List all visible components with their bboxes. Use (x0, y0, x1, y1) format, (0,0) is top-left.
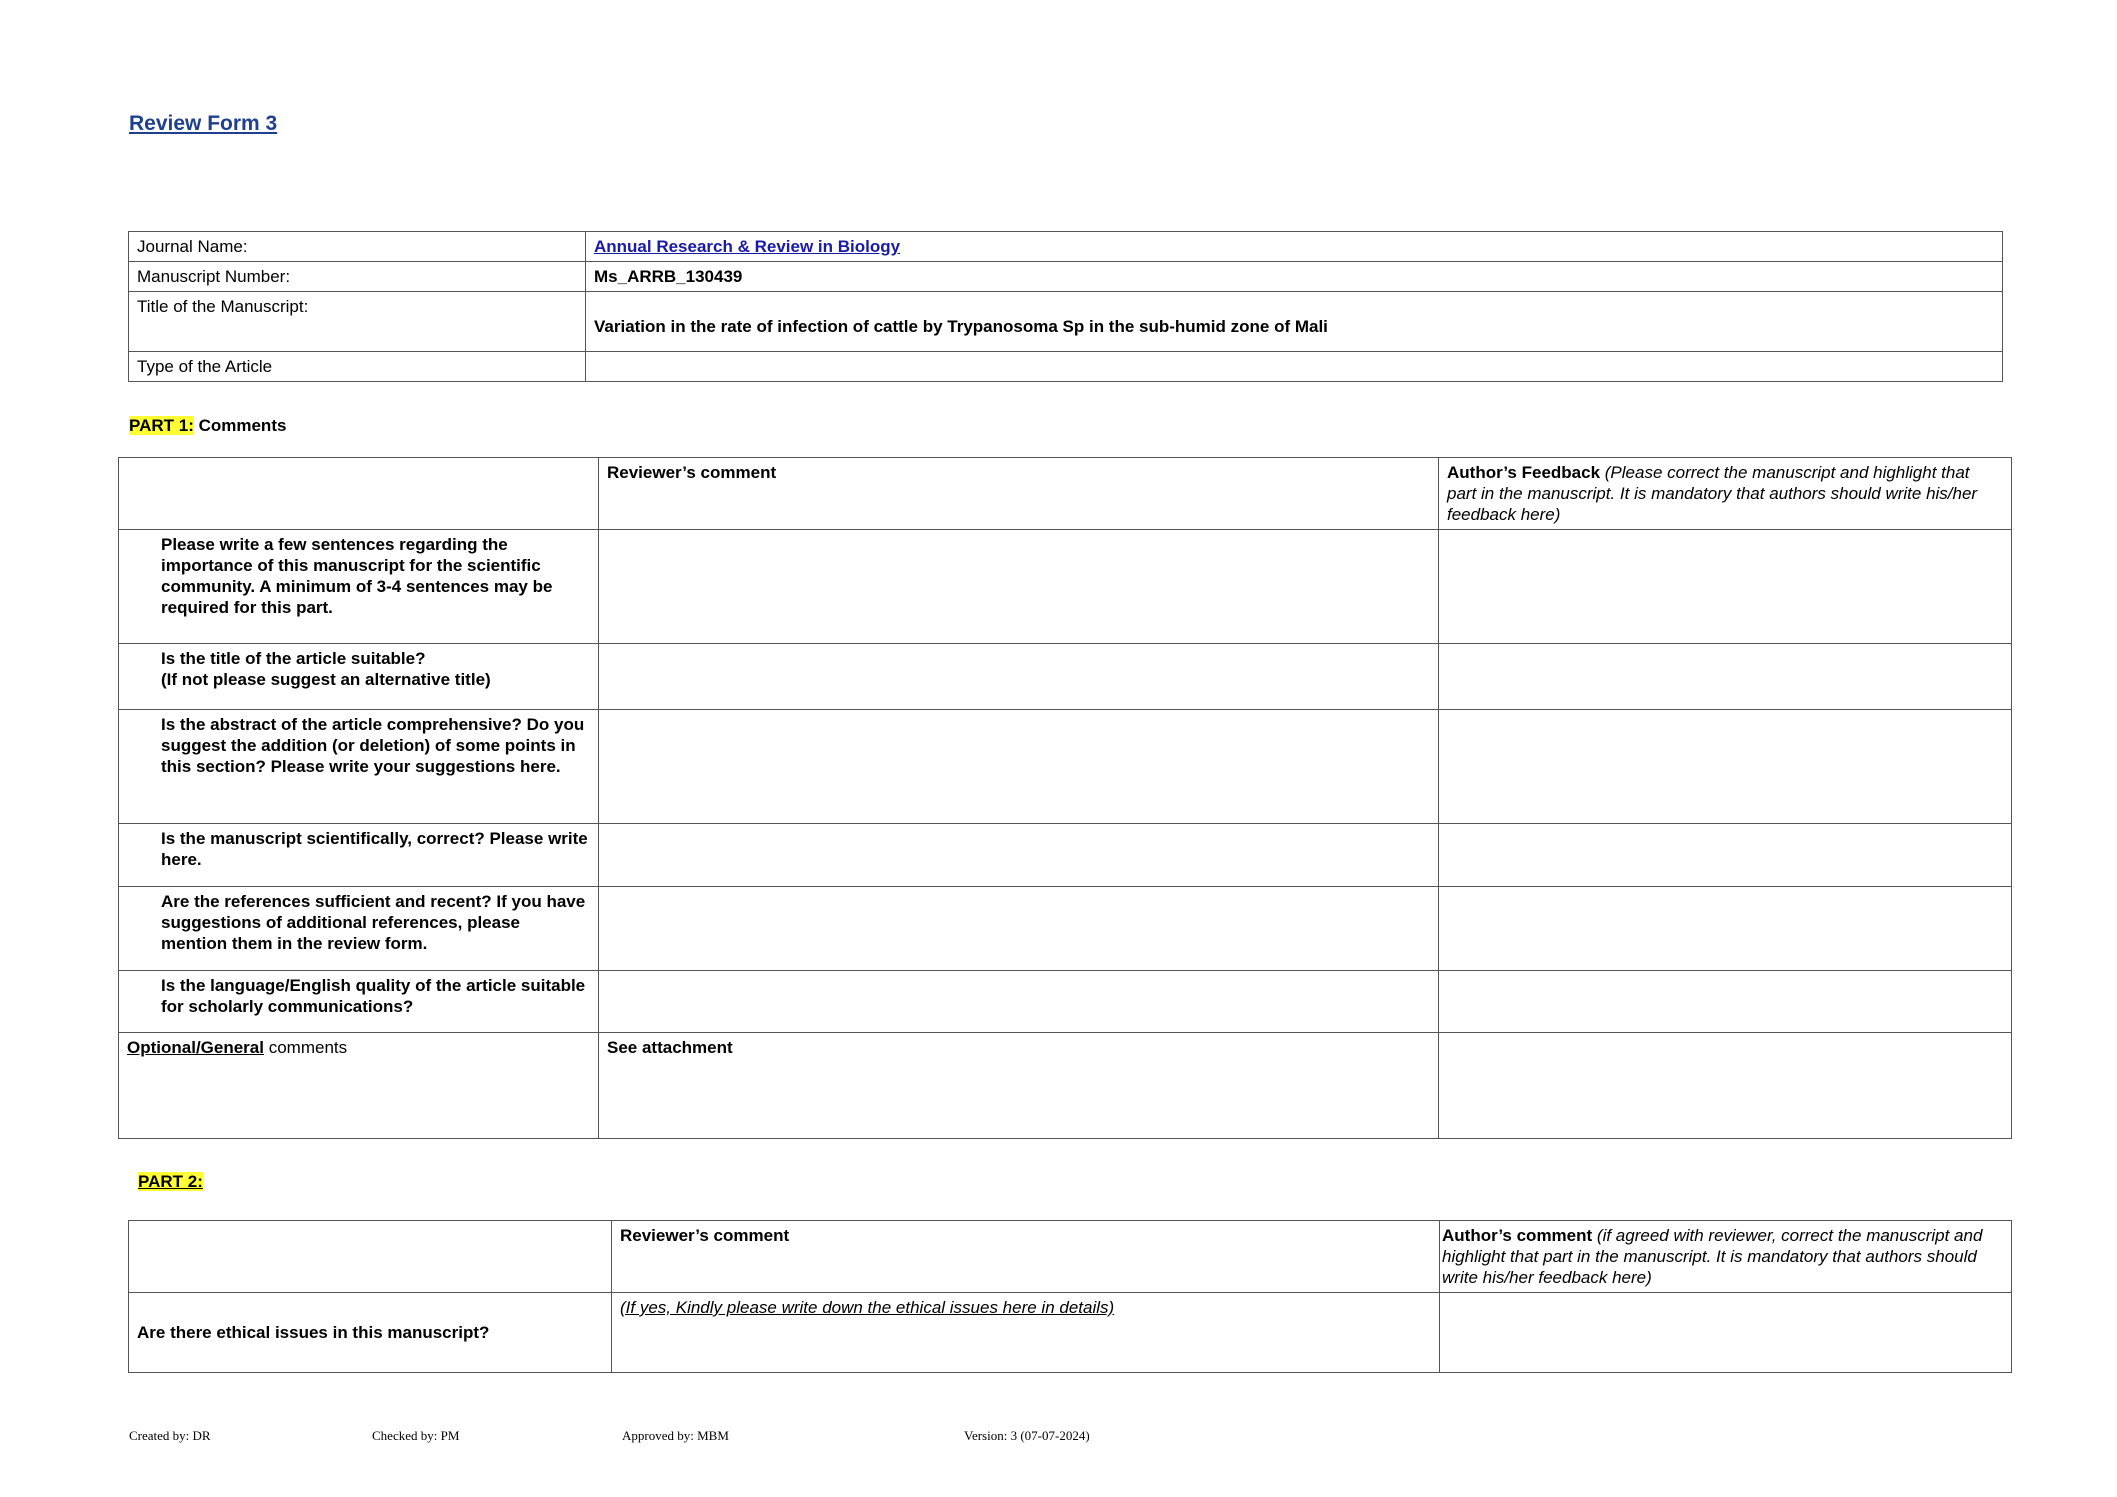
title-label: Title of the Manuscript: (129, 292, 586, 352)
reviewer-comment-cell[interactable] (599, 710, 1439, 824)
question-ethics: Are there ethical issues in this manuscript? (129, 1293, 612, 1373)
question-title: Is the title of the article suitable? (If not please suggest an alternative title) (119, 644, 599, 710)
part2-header-blank (129, 1221, 612, 1293)
type-value[interactable] (586, 352, 2003, 382)
ethics-reviewer-hint: (If yes, Kindly please write down the ethical issues here in details) (620, 1298, 1115, 1317)
author-feedback-cell[interactable] (1439, 644, 2012, 710)
manuscript-number-row (129, 262, 2003, 292)
journal-row (129, 232, 2003, 262)
part2-table (128, 1220, 2012, 1373)
title-row (129, 292, 2003, 352)
manuscript-number-label: Manuscript Number: (129, 262, 586, 292)
type-label: Type of the Article (129, 352, 586, 382)
optional-comments-row (119, 1033, 2012, 1139)
question-importance: Please write a few sentences regarding the importance of this manuscript for the scientific community. A minimum of 3-4 sentences may be required for this part. (119, 530, 599, 644)
author-feedback-cell[interactable] (1439, 824, 2012, 887)
footer-created: Created by: DR (129, 1428, 211, 1443)
table-row (119, 887, 2012, 971)
author-feedback-cell[interactable] (1439, 887, 2012, 971)
part1-author-header-note: (Please correct the manuscript and highlight that part in the manuscript. It is mandatory that authors should write his/her feedback here) (1447, 463, 1978, 524)
part1-label-suffix: Comments (193, 416, 287, 435)
author-feedback-cell[interactable] (1439, 971, 2012, 1033)
footer-checked: Checked by: PM (372, 1428, 460, 1443)
optional-author-feedback[interactable] (1439, 1033, 2012, 1139)
table-row (119, 710, 2012, 824)
part2-heading (138, 1172, 203, 1192)
optional-label-bold: Optional/General (127, 1038, 264, 1057)
part2-author-header (1440, 1221, 2012, 1293)
question-language: Is the language/English quality of the article suitable for scholarly communications? (119, 971, 599, 1033)
part1-header-blank (119, 458, 599, 530)
question-scientific: Is the manuscript scientifically, correct? Please write here. (119, 824, 599, 887)
manuscript-number-value: Ms_ARRB_130439 (586, 262, 2003, 292)
reviewer-comment-cell[interactable] (599, 824, 1439, 887)
part1-header-row (119, 458, 2012, 530)
part1-author-header (1439, 458, 2012, 530)
part1-heading (129, 416, 286, 436)
footer-approved: Approved by: MBM (622, 1428, 729, 1443)
reviewer-comment-cell[interactable] (599, 887, 1439, 971)
form-title: Review Form 3 (129, 112, 278, 135)
optional-comments-label (119, 1033, 599, 1139)
reviewer-comment-cell[interactable] (599, 530, 1439, 644)
optional-reviewer-comment[interactable]: See attachment (599, 1033, 1439, 1139)
journal-label: Journal Name: (129, 232, 586, 262)
table-row (119, 530, 2012, 644)
part1-label: PART 1: (129, 416, 194, 435)
type-row (129, 352, 2003, 382)
table-row (119, 971, 2012, 1033)
table-row (119, 824, 2012, 887)
journal-cell (586, 232, 2003, 262)
title-value: Variation in the rate of infection of cattle by Trypanosoma Sp in the sub-humid zone of Mali (586, 292, 2003, 352)
ethics-reviewer-cell[interactable] (612, 1293, 1440, 1373)
question-abstract: Is the abstract of the article comprehensive? Do you suggest the addition (or deletion) of some points in this section? Please write your suggestions here. (119, 710, 599, 824)
author-feedback-cell[interactable] (1439, 530, 2012, 644)
part2-header-row (129, 1221, 2012, 1293)
part2-author-header-bold: Author’s comment (1442, 1226, 1593, 1245)
part1-author-header-bold: Author’s Feedback (1447, 463, 1601, 482)
optional-label-rest: comments (263, 1038, 348, 1057)
ethics-row (129, 1293, 2012, 1373)
part1-reviewer-header: Reviewer’s comment (599, 458, 1439, 530)
manuscript-info-table (128, 231, 2003, 382)
part2-author-header-note: (if agreed with reviewer, correct the manuscript and highlight that part in the manuscript. It is mandatory that authors should write his/her feedback here) (1442, 1226, 1983, 1287)
journal-link[interactable]: Annual Research & Review in Biology (594, 237, 901, 256)
ethics-author-cell[interactable] (1440, 1293, 2012, 1373)
footer-version: Version: 3 (07-07-2024) (964, 1428, 1090, 1443)
table-row (119, 644, 2012, 710)
part2-label: PART 2: (138, 1172, 203, 1191)
part1-table (118, 457, 2012, 1139)
question-references: Are the references sufficient and recent? If you have suggestions of additional references, please mention them in the review form. (119, 887, 599, 971)
reviewer-comment-cell[interactable] (599, 971, 1439, 1033)
part2-reviewer-header: Reviewer’s comment (612, 1221, 1440, 1293)
reviewer-comment-cell[interactable] (599, 644, 1439, 710)
author-feedback-cell[interactable] (1439, 710, 2012, 824)
